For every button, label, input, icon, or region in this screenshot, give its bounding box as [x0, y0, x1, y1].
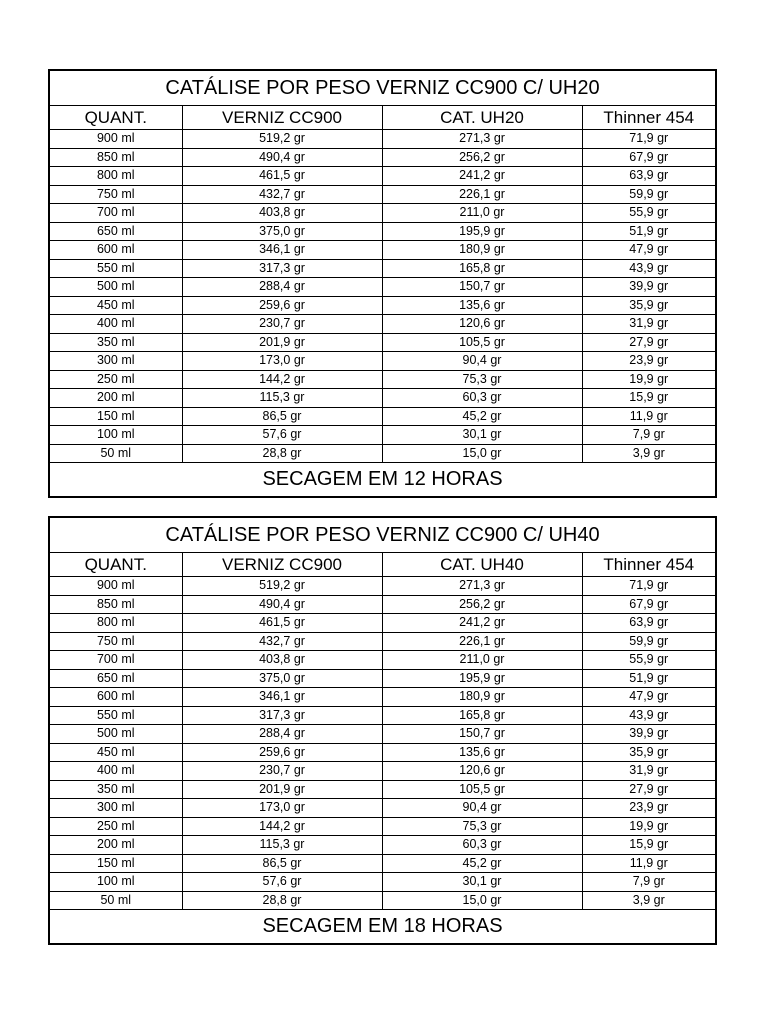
table-cell: 71,9 gr — [582, 130, 716, 149]
table-row — [49, 743, 716, 762]
table-row — [49, 407, 716, 426]
table-cell: 241,2 gr — [382, 167, 582, 186]
table-cell: 195,9 gr — [382, 669, 582, 688]
table-cell: 173,0 gr — [182, 799, 382, 818]
table-cell: 850 ml — [49, 148, 182, 167]
table-header-row — [49, 553, 716, 577]
table-cell: 317,3 gr — [182, 259, 382, 278]
table-cell: 23,9 gr — [582, 799, 716, 818]
table-cell: 57,6 gr — [182, 873, 382, 892]
catalysis-table-uh20 — [48, 69, 717, 498]
table-cell: 27,9 gr — [582, 333, 716, 352]
table-cell: 31,9 gr — [582, 315, 716, 334]
table-cell: 15,9 gr — [582, 836, 716, 855]
table-cell: 150 ml — [49, 854, 182, 873]
table-cell: 50 ml — [49, 444, 182, 463]
table-row — [49, 296, 716, 315]
table-cell: 461,5 gr — [182, 614, 382, 633]
table-row — [49, 148, 716, 167]
table-title: CATÁLISE POR PESO VERNIZ CC900 C/ UH20 — [49, 70, 716, 106]
table-cell: 55,9 gr — [582, 204, 716, 223]
table-row — [49, 204, 716, 223]
table-cell: 317,3 gr — [182, 706, 382, 725]
table-cell: 461,5 gr — [182, 167, 382, 186]
table-cell: 195,9 gr — [382, 222, 582, 241]
table-row — [49, 669, 716, 688]
table-cell: 144,2 gr — [182, 817, 382, 836]
table-cell: 300 ml — [49, 352, 182, 371]
table-row — [49, 873, 716, 892]
table-cell: 250 ml — [49, 817, 182, 836]
table-cell: 150 ml — [49, 407, 182, 426]
table-cell: 15,0 gr — [382, 444, 582, 463]
table-cell: 230,7 gr — [182, 762, 382, 781]
table-cell: 67,9 gr — [582, 595, 716, 614]
table-row — [49, 315, 716, 334]
table-cell: 226,1 gr — [382, 632, 582, 651]
table-cell: 450 ml — [49, 296, 182, 315]
column-header: VERNIZ CC900 — [182, 106, 382, 130]
table-cell: 200 ml — [49, 836, 182, 855]
column-header: Thinner 454 — [582, 106, 716, 130]
table-cell: 400 ml — [49, 762, 182, 781]
table-cell: 35,9 gr — [582, 743, 716, 762]
table-row — [49, 130, 716, 149]
table-row — [49, 688, 716, 707]
table-row — [49, 222, 716, 241]
table-row — [49, 278, 716, 297]
table-cell: 700 ml — [49, 204, 182, 223]
table-cell: 519,2 gr — [182, 130, 382, 149]
table-cell: 59,9 gr — [582, 632, 716, 651]
table-title-row — [49, 70, 716, 106]
table-row — [49, 762, 716, 781]
drying-time-note: SECAGEM EM 18 HORAS — [49, 910, 716, 945]
table-cell: 256,2 gr — [382, 148, 582, 167]
table-cell: 519,2 gr — [182, 577, 382, 596]
table-cell: 500 ml — [49, 725, 182, 744]
table-cell: 750 ml — [49, 185, 182, 204]
table-row — [49, 725, 716, 744]
table-cell: 180,9 gr — [382, 241, 582, 260]
table-title-row — [49, 517, 716, 553]
table-cell: 288,4 gr — [182, 725, 382, 744]
table-row — [49, 241, 716, 260]
table-cell: 90,4 gr — [382, 799, 582, 818]
table-cell: 144,2 gr — [182, 370, 382, 389]
table-cell: 400 ml — [49, 315, 182, 334]
table-cell: 230,7 gr — [182, 315, 382, 334]
table-cell: 180,9 gr — [382, 688, 582, 707]
table-cell: 28,8 gr — [182, 444, 382, 463]
table-cell: 30,1 gr — [382, 426, 582, 445]
table-cell: 3,9 gr — [582, 891, 716, 910]
table-footer-row — [49, 910, 716, 945]
column-header: Thinner 454 — [582, 553, 716, 577]
table-cell: 500 ml — [49, 278, 182, 297]
table-row — [49, 651, 716, 670]
table-cell: 650 ml — [49, 222, 182, 241]
table-cell: 135,6 gr — [382, 296, 582, 315]
column-header: QUANT. — [49, 553, 182, 577]
table-cell: 19,9 gr — [582, 370, 716, 389]
table-cell: 75,3 gr — [382, 817, 582, 836]
table-cell: 15,0 gr — [382, 891, 582, 910]
table-cell: 60,3 gr — [382, 836, 582, 855]
table-cell: 800 ml — [49, 614, 182, 633]
table-cell: 105,5 gr — [382, 780, 582, 799]
table-cell: 490,4 gr — [182, 595, 382, 614]
table-cell: 250 ml — [49, 370, 182, 389]
table-cell: 259,6 gr — [182, 296, 382, 315]
table-cell: 900 ml — [49, 130, 182, 149]
table-cell: 200 ml — [49, 389, 182, 408]
table-cell: 900 ml — [49, 577, 182, 596]
table-cell: 63,9 gr — [582, 614, 716, 633]
table-cell: 350 ml — [49, 780, 182, 799]
table-cell: 211,0 gr — [382, 204, 582, 223]
table-cell: 57,6 gr — [182, 426, 382, 445]
table-row — [49, 426, 716, 445]
table-cell: 86,5 gr — [182, 854, 382, 873]
table-cell: 100 ml — [49, 426, 182, 445]
table-row — [49, 706, 716, 725]
table-cell: 19,9 gr — [582, 817, 716, 836]
table-cell: 300 ml — [49, 799, 182, 818]
table-cell: 432,7 gr — [182, 185, 382, 204]
table-cell: 47,9 gr — [582, 241, 716, 260]
table-cell: 120,6 gr — [382, 315, 582, 334]
table-cell: 59,9 gr — [582, 185, 716, 204]
table-cell: 346,1 gr — [182, 688, 382, 707]
table-row — [49, 370, 716, 389]
table-cell: 600 ml — [49, 688, 182, 707]
table-row — [49, 577, 716, 596]
table-row — [49, 817, 716, 836]
table-row — [49, 185, 716, 204]
table-row — [49, 259, 716, 278]
table-row — [49, 854, 716, 873]
table-cell: 115,3 gr — [182, 389, 382, 408]
table-row — [49, 632, 716, 651]
table-row — [49, 352, 716, 371]
table-cell: 86,5 gr — [182, 407, 382, 426]
table-cell: 67,9 gr — [582, 148, 716, 167]
catalysis-table-uh40 — [48, 516, 717, 945]
table-cell: 350 ml — [49, 333, 182, 352]
table-cell: 173,0 gr — [182, 352, 382, 371]
table-cell: 850 ml — [49, 595, 182, 614]
table-cell: 35,9 gr — [582, 296, 716, 315]
table-cell: 7,9 gr — [582, 426, 716, 445]
table-row — [49, 333, 716, 352]
table-cell: 550 ml — [49, 259, 182, 278]
table-cell: 120,6 gr — [382, 762, 582, 781]
table-cell: 288,4 gr — [182, 278, 382, 297]
table-cell: 63,9 gr — [582, 167, 716, 186]
table-cell: 7,9 gr — [582, 873, 716, 892]
table-cell: 165,8 gr — [382, 259, 582, 278]
table-cell: 39,9 gr — [582, 725, 716, 744]
table-cell: 27,9 gr — [582, 780, 716, 799]
table-cell: 490,4 gr — [182, 148, 382, 167]
table-cell: 75,3 gr — [382, 370, 582, 389]
table-cell: 201,9 gr — [182, 333, 382, 352]
table-cell: 105,5 gr — [382, 333, 582, 352]
table-title: CATÁLISE POR PESO VERNIZ CC900 C/ UH40 — [49, 517, 716, 553]
table-row — [49, 389, 716, 408]
table-cell: 115,3 gr — [182, 836, 382, 855]
table-cell: 11,9 gr — [582, 854, 716, 873]
table-cell: 550 ml — [49, 706, 182, 725]
table-cell: 750 ml — [49, 632, 182, 651]
table-cell: 241,2 gr — [382, 614, 582, 633]
table-row — [49, 836, 716, 855]
table-cell: 43,9 gr — [582, 259, 716, 278]
table-cell: 15,9 gr — [582, 389, 716, 408]
table-row — [49, 595, 716, 614]
table-row — [49, 444, 716, 463]
table-cell: 135,6 gr — [382, 743, 582, 762]
table-cell: 23,9 gr — [582, 352, 716, 371]
table-cell: 3,9 gr — [582, 444, 716, 463]
table-row — [49, 614, 716, 633]
table-footer-row — [49, 463, 716, 498]
table-cell: 432,7 gr — [182, 632, 382, 651]
table-cell: 450 ml — [49, 743, 182, 762]
table-cell: 51,9 gr — [582, 222, 716, 241]
table-cell: 55,9 gr — [582, 651, 716, 670]
table-cell: 31,9 gr — [582, 762, 716, 781]
table-cell: 165,8 gr — [382, 706, 582, 725]
table-cell: 50 ml — [49, 891, 182, 910]
drying-time-note: SECAGEM EM 12 HORAS — [49, 463, 716, 498]
table-cell: 346,1 gr — [182, 241, 382, 260]
table-cell: 403,8 gr — [182, 204, 382, 223]
table-cell: 226,1 gr — [382, 185, 582, 204]
table-body — [49, 517, 716, 944]
table-body — [49, 70, 716, 497]
table-cell: 100 ml — [49, 873, 182, 892]
table-cell: 256,2 gr — [382, 595, 582, 614]
column-header: QUANT. — [49, 106, 182, 130]
table-cell: 600 ml — [49, 241, 182, 260]
table-cell: 403,8 gr — [182, 651, 382, 670]
table-cell: 211,0 gr — [382, 651, 582, 670]
table-row — [49, 167, 716, 186]
table-cell: 51,9 gr — [582, 669, 716, 688]
table-cell: 43,9 gr — [582, 706, 716, 725]
table-cell: 71,9 gr — [582, 577, 716, 596]
table-cell: 90,4 gr — [382, 352, 582, 371]
table-cell: 150,7 gr — [382, 278, 582, 297]
table-cell: 271,3 gr — [382, 130, 582, 149]
table-cell: 45,2 gr — [382, 407, 582, 426]
table-cell: 700 ml — [49, 651, 182, 670]
table-cell: 375,0 gr — [182, 669, 382, 688]
table-cell: 375,0 gr — [182, 222, 382, 241]
column-header: VERNIZ CC900 — [182, 553, 382, 577]
table-cell: 259,6 gr — [182, 743, 382, 762]
table-cell: 650 ml — [49, 669, 182, 688]
table-cell: 150,7 gr — [382, 725, 582, 744]
table-row — [49, 799, 716, 818]
column-header: CAT. UH20 — [382, 106, 582, 130]
table-cell: 39,9 gr — [582, 278, 716, 297]
table-cell: 271,3 gr — [382, 577, 582, 596]
table-cell: 11,9 gr — [582, 407, 716, 426]
table-cell: 47,9 gr — [582, 688, 716, 707]
column-header: CAT. UH40 — [382, 553, 582, 577]
table-cell: 60,3 gr — [382, 389, 582, 408]
table-cell: 201,9 gr — [182, 780, 382, 799]
table-cell: 28,8 gr — [182, 891, 382, 910]
table-cell: 30,1 gr — [382, 873, 582, 892]
table-cell: 800 ml — [49, 167, 182, 186]
table-cell: 45,2 gr — [382, 854, 582, 873]
table-header-row — [49, 106, 716, 130]
table-row — [49, 780, 716, 799]
table-row — [49, 891, 716, 910]
